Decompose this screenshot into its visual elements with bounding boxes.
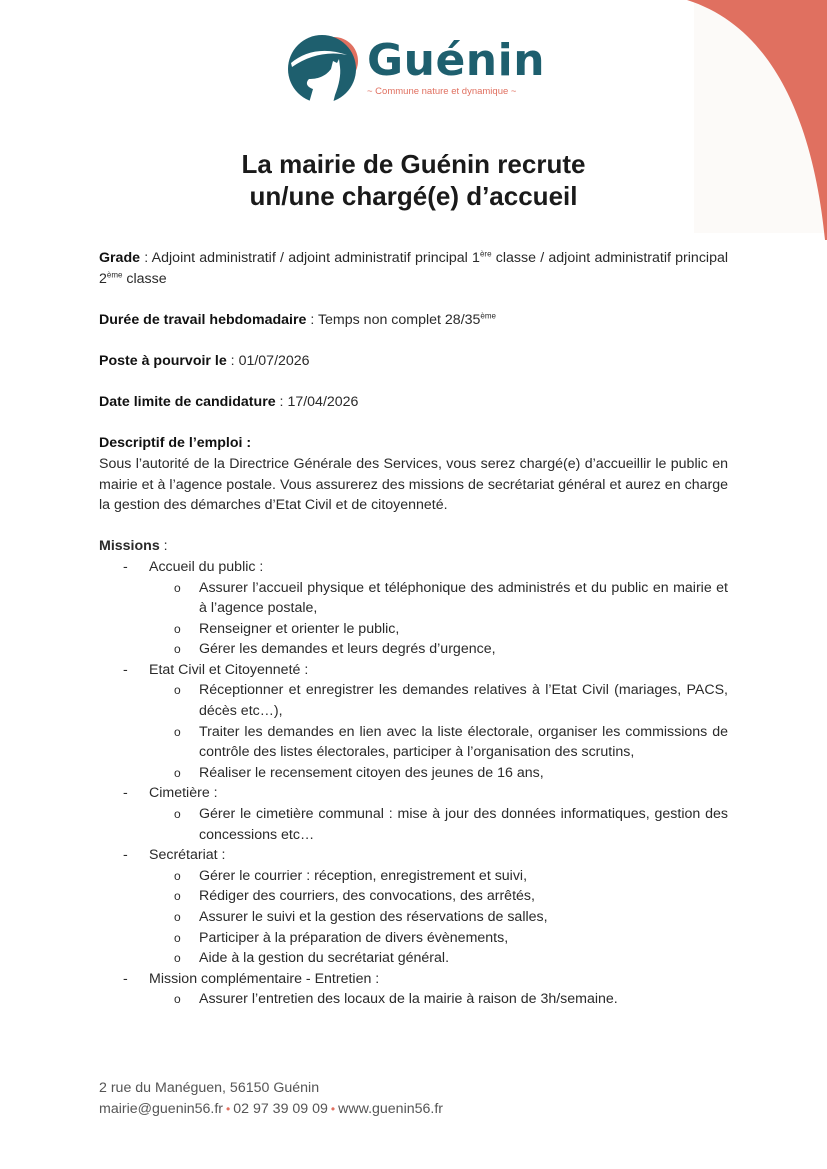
duree-field: Durée de travail hebdomadaire : Temps non complet 28/35ème [99, 311, 496, 328]
missions-section: Missions : - Accueil du public : o Assurer l’accueil physique et téléphonique des administrés et du public en mairie et à l’agence postale, o Renseigner et orienter le public, o Gérer les demandes et leurs degrés d’urgence, - Etat Civil et Citoyenneté : o Réceptionner et enregistrer les demandes relatives à l’Etat Civil (mariages, PACS, décès etc…), o Traiter les demandes en lien avec la liste électorale, organiser les commissions de contrôle des listes électorales, participer à l’organisation des scrutins, o Réaliser le recensement citoyen des jeunes de 16 ans, - Cimetière : o Gérer le cimetière communal : mise à jour des données informatiques, gestion des concessions etc… - Secrétariat : o Gérer le courrier : réception, enregistrement et suivi, o Rédiger des courriers, des convocations, des arrêtés, o Assurer le suivi et la gestion des réservations de salles, o Participer à la préparation de divers évènements, o Aide à la gestion du secrétariat général. - Mission complémentaire - Entretien : o Assurer l’entretien des locaux de la mairie à raison de 3h/semaine. [99, 536, 728, 1010]
date-limite-value: 17/04/2026 [287, 394, 359, 411]
dash-bullet-icon: - [123, 785, 128, 802]
task-item [149, 928, 728, 949]
task-item [149, 804, 728, 845]
task-item [149, 989, 728, 1010]
task-item [149, 886, 728, 907]
task-item [149, 763, 728, 784]
mission-title: Secrétariat : [149, 847, 226, 864]
task-text: Aide à la gestion du secrétariat général. [199, 950, 450, 967]
footer-email[interactable]: mairie@guenin56.fr [99, 1101, 224, 1117]
logo-tagline: ~ Commune nature et dynamique ~ [367, 86, 517, 97]
howling-wolf-icon [287, 33, 362, 105]
mission-item [99, 845, 728, 969]
mission-title: Cimetière : [149, 785, 218, 802]
descriptif-label: Descriptif de l’emploi : [99, 435, 252, 452]
task-item [149, 722, 728, 763]
grade-value-2: classe / adjoint administratif principal 2 [99, 250, 729, 287]
circle-bullet-icon: o [174, 868, 181, 883]
task-text: Rédiger des courriers, des convocations, des arrêtés, [199, 888, 535, 905]
task-item [149, 907, 728, 928]
mission-item [99, 783, 728, 845]
footer-phone: 02 97 39 09 09 [233, 1101, 328, 1117]
title-line-1: La mairie de Guénin recrute [241, 149, 586, 179]
task-list [149, 804, 728, 845]
duree-sup: ème [480, 311, 496, 321]
task-text: Gérer le cimetière communal : mise à jour des données informatiques, gestion des concessions etc… [199, 806, 728, 843]
grade-sup-1: ère [479, 249, 492, 259]
poste-value: 01/07/2026 [238, 352, 310, 369]
descriptif-section [99, 433, 728, 515]
page-title [0, 148, 827, 212]
circle-bullet-icon: o [174, 642, 181, 657]
date-limite-field: Date limite de candidature : 17/04/2026 [99, 394, 359, 411]
task-item [149, 619, 728, 640]
poste-field: Poste à pourvoir le : 01/07/2026 [99, 352, 310, 369]
task-text: Réaliser le recensement citoyen des jeunes de 16 ans, [199, 764, 544, 781]
mission-item [99, 660, 728, 784]
mission-title: Accueil du public : [149, 558, 264, 575]
footer-address: 2 rue du Manéguen, 56150 Guénin [99, 1080, 320, 1096]
poste-label: Poste à pourvoir le [99, 352, 227, 369]
duree-label: Durée de travail hebdomadaire [99, 311, 307, 328]
task-text: Gérer le courrier : réception, enregistrement et suivi, [199, 867, 528, 884]
dash-bullet-icon: - [123, 661, 128, 678]
task-text: Assurer le suivi et la gestion des réservations de salles, [199, 909, 548, 925]
circle-bullet-icon: o [174, 807, 181, 822]
circle-bullet-icon: o [174, 683, 181, 698]
separator-dot-icon: • [226, 1102, 231, 1116]
missions-label: Missions [99, 538, 160, 555]
date-limite-label: Date limite de candidature [99, 394, 276, 411]
task-list [149, 989, 728, 1010]
task-text: Assurer l’accueil physique et téléphonique des administrés et du public en mairie et à l’agence postale, [199, 579, 728, 617]
mission-title: Etat Civil et Citoyenneté : [149, 661, 309, 678]
circle-bullet-icon: o [174, 765, 181, 780]
separator-dot-icon: • [330, 1102, 336, 1116]
footer-website[interactable]: www.guenin56.fr [338, 1101, 443, 1117]
grade-value-3: classe [122, 270, 167, 287]
circle-bullet-icon: o [174, 910, 181, 924]
circle-bullet-icon: o [174, 930, 181, 945]
task-text: Gérer les demandes et leurs degrés d’urgence, [199, 641, 496, 658]
grade-label: Grade [99, 250, 141, 266]
circle-bullet-icon: o [174, 724, 181, 739]
grade-field: Grade : Adjoint administratif / adjoint administratif principal 1ère classe / adjoint administratif principal 2ème classe [99, 249, 729, 287]
mission-title: Mission complémentaire - Entretien : [149, 970, 380, 987]
task-item [149, 948, 728, 969]
task-item [149, 639, 728, 660]
task-list [149, 680, 728, 783]
logo-wordmark: Guénin [367, 35, 546, 86]
task-list [149, 578, 728, 660]
dash-bullet-icon: - [123, 847, 128, 864]
logo [287, 33, 547, 105]
mission-item [99, 969, 728, 1010]
task-text: Assurer l’entretien des locaux de la mairie à raison de 3h/semaine. [199, 991, 618, 1008]
grade-value-1: Adjoint administratif / adjoint administratif principal 1 [151, 250, 480, 266]
task-text: Participer à la préparation de divers évènements, [199, 929, 509, 946]
task-item [149, 866, 728, 887]
circle-bullet-icon: o [174, 580, 181, 595]
duree-value: Temps non complet 28/35 [317, 311, 481, 328]
descriptif-text: Sous l’autorité de la Directrice Générale des Services, vous serez chargé(e) d’accueillir le public en mairie et à l’agence postale. Vous assurerez des missions de secrétariat général et aurez en charge la gestion des démarches d’Etat Civil et de citoyenneté. [99, 455, 728, 514]
grade-sup-2: ème [106, 269, 123, 279]
footer-contact [99, 1099, 443, 1120]
circle-bullet-icon: o [174, 889, 181, 904]
missions-list [99, 557, 728, 1010]
dash-bullet-icon: - [123, 558, 128, 575]
circle-bullet-icon: o [174, 621, 181, 636]
mission-item [99, 557, 728, 660]
task-item [149, 680, 728, 721]
job-offer-body [99, 248, 728, 1010]
task-item [149, 578, 728, 619]
task-text: Renseigner et orienter le public, [199, 620, 400, 637]
task-list [149, 866, 728, 969]
dash-bullet-icon: - [123, 970, 128, 987]
circle-bullet-icon: o [174, 992, 181, 1007]
task-text: Réceptionner et enregistrer les demandes relatives à l’Etat Civil (mariages, PACS, décès etc…), [199, 682, 728, 720]
task-text: Traiter les demandes en lien avec la liste électorale, organiser les commissions de contrôle des listes électorales, participer à l’organisation des scrutins, [199, 723, 728, 761]
footer [99, 1078, 443, 1120]
title-line-2: un/une chargé(e) d’accueil [249, 181, 578, 211]
circle-bullet-icon: o [174, 951, 181, 966]
